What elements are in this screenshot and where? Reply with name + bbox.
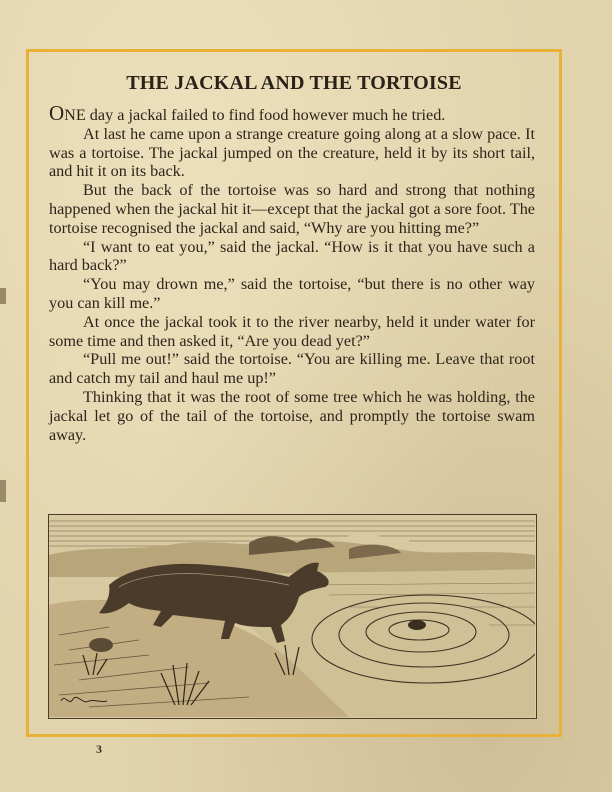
story-text — [49, 101, 535, 444]
paragraph-text: NE day a jackal failed to find food however much he tried. — [64, 106, 446, 124]
story-paragraph: “I want to eat you,” said the jackal. “How is it that you have such a hard back?” — [49, 237, 535, 275]
story-paragraph — [49, 101, 535, 125]
story-paragraph: Thinking that it was the root of some tree which he was holding, the jackal let go of the tail of the tortoise, and promptly the tortoise swam away. — [49, 387, 535, 444]
drop-cap: O — [49, 101, 65, 125]
story-paragraph: But the back of the tortoise was so hard and strong that nothing happened when the jackal hit it—except that the jackal got a sore foot. The tortoise recognised the jackal and said, “Why are you hitting me?” — [49, 181, 535, 237]
page-number: 3 — [96, 742, 102, 756]
illustration-drawing — [49, 515, 535, 717]
page-edge-mark — [0, 480, 6, 502]
story-paragraph: “Pull me out!” said the tortoise. “You are killing me. Leave that root and catch my tail and haul me up!” — [49, 350, 535, 388]
story-paragraph: “You may drown me,” said the tortoise, “but there is no other way you can kill me.” — [49, 275, 535, 312]
page-edge-mark — [0, 288, 6, 304]
story-paragraph: At once the jackal took it to the river nearby, held it under water for some time and then asked it, “Are you dead yet?” — [49, 312, 535, 350]
story-paragraph: At last he came upon a strange creature going along at a slow pace. It was a tortoise. The jackal jumped on the creature, held it by its short tail, and hit it on its back. — [49, 124, 535, 181]
jackal-river-illustration — [48, 514, 537, 719]
story-title: THE JACKAL AND THE TORTOISE — [126, 72, 462, 94]
